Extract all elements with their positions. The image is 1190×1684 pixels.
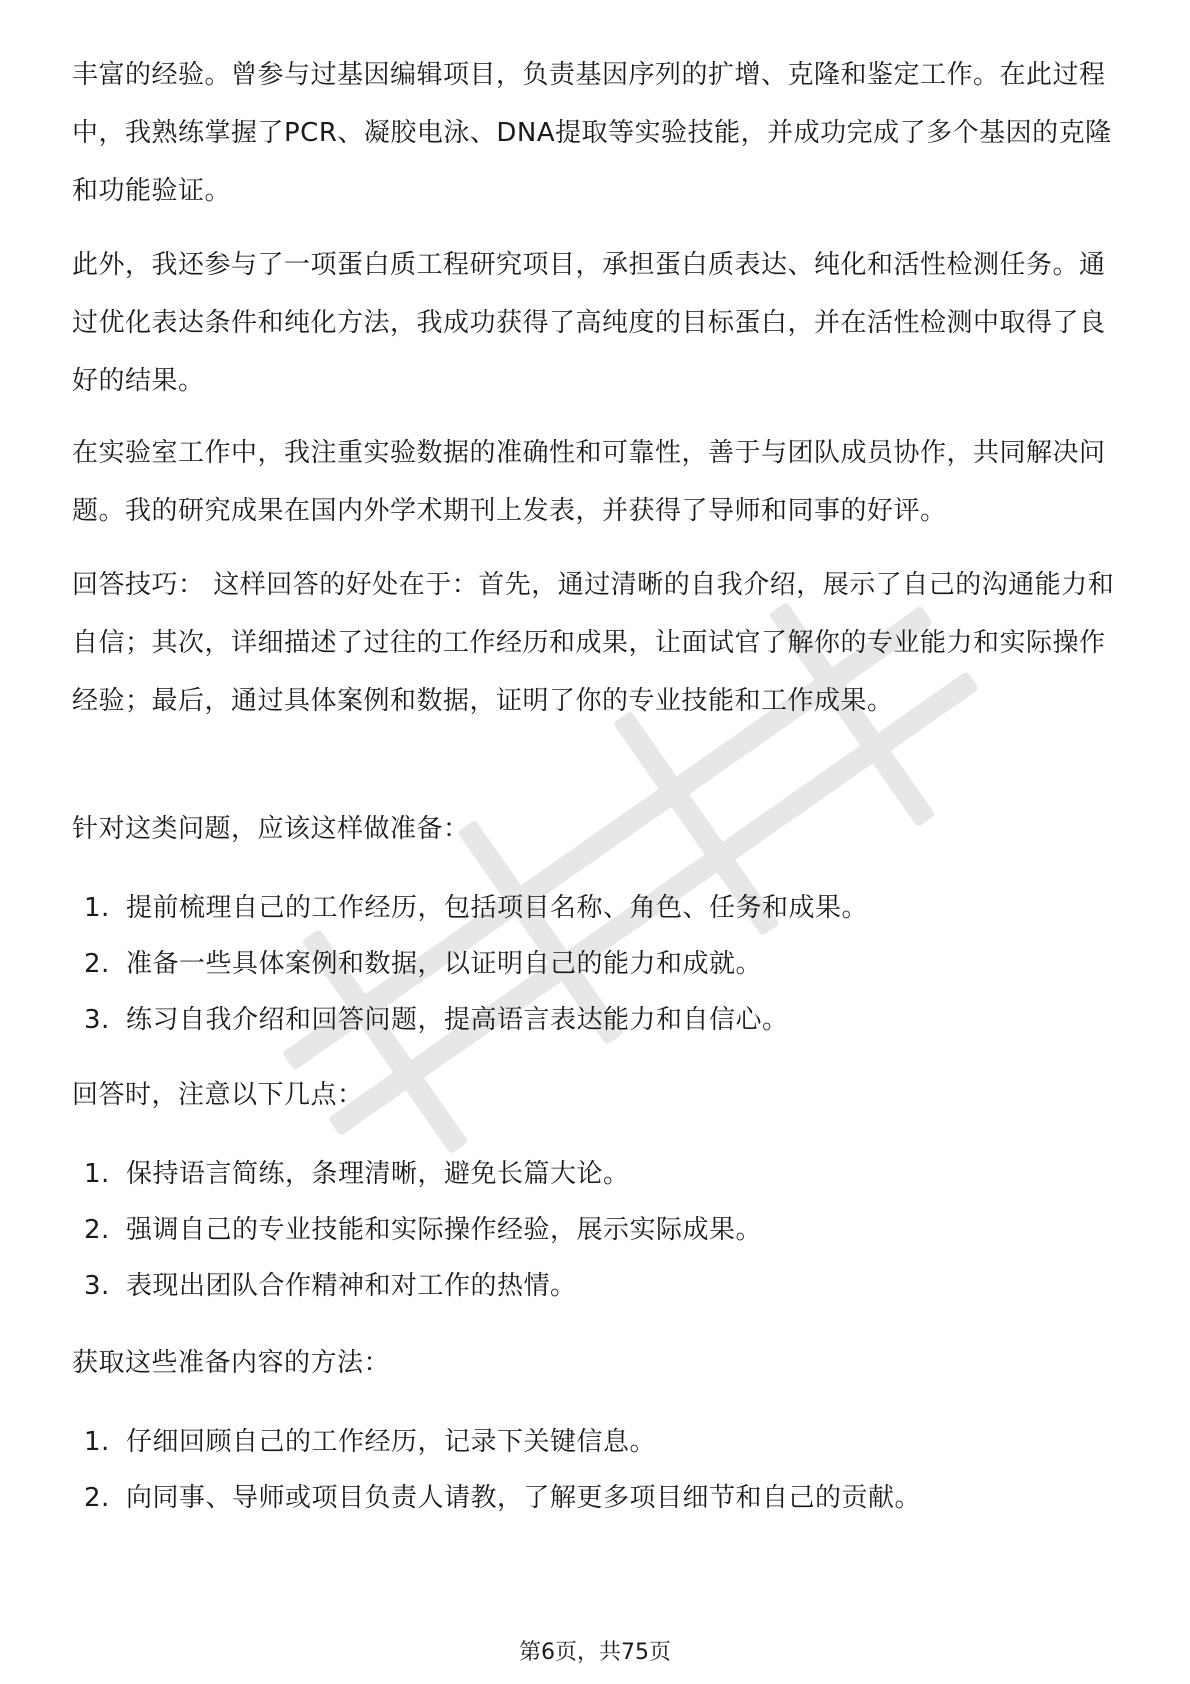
list-notes [72, 1146, 1124, 1314]
list-prepare [72, 880, 1124, 1048]
heading-notes: 回答时，注意以下几点： [72, 1080, 364, 1110]
paragraph-answer-tips: 回答技巧： 这样回答的好处在于：首先，通过清晰的自我介绍，展示了自己的沟通能力和自信；其次，详细描述了过往的工作经历和成果，让面试官了解你的专业能力和实际操作经验；最后，通过具体案例和数据，证明了你的专业技能和工作成果。 [72, 570, 1115, 716]
page-number: 第6页，共75页 [519, 1640, 671, 1665]
paragraph-protein-project: 此外，我还参与了一项蛋白质工程研究项目，承担蛋白质表达、纯化和活性检测任务。通过优化表达条件和纯化方法，我成功获得了高纯度的目标蛋白，并在活性检测中取得了良好的结果。 [72, 250, 1106, 396]
paragraph-experience: 丰富的经验。曾参与过基因编辑项目，负责基因序列的扩增、克隆和鉴定工作。在此过程中，我熟练掌握了PCR、凝胶电泳、DNA提取等实验技能，并成功完成了多个基因的克隆和功能验证。 [72, 60, 1112, 206]
list-item: 2. 向同事、导师或项目负责人请教，了解更多项目细节和自己的贡献。 [84, 1483, 922, 1513]
list-item: 2. 强调自己的专业技能和实际操作经验，展示实际成果。 [84, 1215, 763, 1245]
list-item: 3. 练习自我介绍和回答问题，提高语言表达能力和自信心。 [84, 1005, 789, 1035]
list-item: 1. 仔细回顾自己的工作经历，记录下关键信息。 [84, 1427, 657, 1457]
list-methods [72, 1414, 1124, 1526]
list-item: 1. 提前梳理自己的工作经历，包括项目名称、角色、任务和成果。 [84, 893, 869, 923]
list-item: 3. 表现出团队合作精神和对工作的热情。 [84, 1271, 577, 1301]
heading-prepare: 针对这类问题，应该这样做准备： [72, 814, 470, 844]
heading-methods: 获取这些准备内容的方法： [72, 1348, 391, 1378]
paragraph-lab-work: 在实验室工作中，我注重实验数据的准确性和可靠性，善于与团队成员协作，共同解决问题。我的研究成果在国内外学术期刊上发表，并获得了导师和同事的好评。 [72, 438, 1106, 526]
list-item: 2. 准备一些具体案例和数据，以证明自己的能力和成就。 [84, 949, 763, 979]
list-item: 1. 保持语言简练，条理清晰，避免长篇大论。 [84, 1159, 630, 1189]
